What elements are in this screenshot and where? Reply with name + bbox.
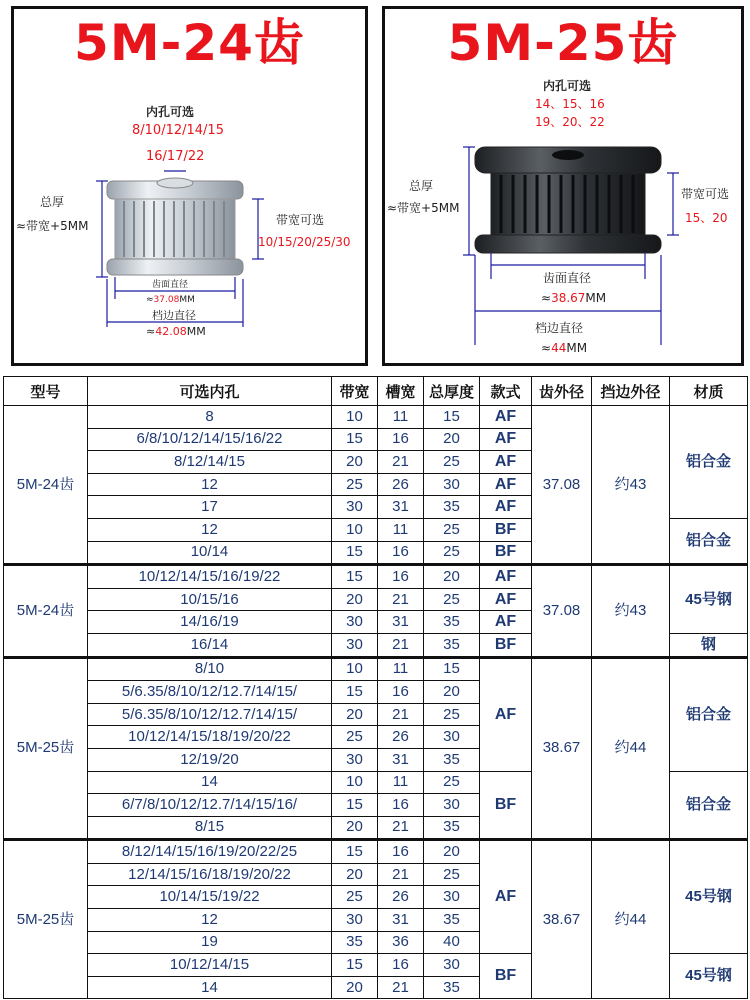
tooth-diameter-value: ≈38.67MM: [541, 291, 607, 305]
cell-bore: 16/14: [88, 633, 332, 657]
cell-total-thickness: 20: [424, 840, 480, 864]
tooth-diameter-value: ≈37.08MM: [146, 295, 195, 305]
cell-groove-width: 16: [378, 565, 424, 589]
cell-bore: 17: [88, 496, 332, 519]
header-style: 款式: [480, 377, 532, 406]
table-row: [4, 657, 748, 681]
cell-belt-width: 15: [332, 681, 378, 704]
cell-total-thickness: 35: [424, 496, 480, 519]
cell-bore: 19: [88, 931, 332, 954]
width-label: 带宽可选: [681, 187, 730, 201]
cell-belt-width: 15: [332, 428, 378, 451]
cell-total-thickness: 25: [424, 588, 480, 611]
cell-groove-width: 36: [378, 931, 424, 954]
cell-bore: 10/15/16: [88, 588, 332, 611]
cell-total-thickness: 35: [424, 976, 480, 999]
cell-total-thickness: 35: [424, 611, 480, 634]
cell-flange-od: 约44: [592, 840, 670, 999]
header-total-thickness: 总厚度: [424, 377, 480, 406]
cell-bore: 14: [88, 771, 332, 794]
cell-total-thickness: 25: [424, 541, 480, 565]
cell-groove-width: 21: [378, 703, 424, 726]
cell-total-thickness: 15: [424, 657, 480, 681]
cell-bore: 12/19/20: [88, 748, 332, 771]
cell-style: AF: [480, 840, 532, 954]
cell-style: AF: [480, 611, 532, 634]
cell-groove-width: 31: [378, 611, 424, 634]
cell-belt-width: 30: [332, 496, 378, 519]
cell-material: 铝合金: [670, 518, 748, 564]
cell-groove-width: 16: [378, 840, 424, 864]
cell-bore: 10/12/14/15: [88, 954, 332, 977]
bore-options-line2: 16/17/22: [146, 149, 205, 164]
cell-groove-width: 16: [378, 541, 424, 565]
cell-model: 5M-24齿: [4, 406, 88, 565]
cell-material: 钢: [670, 633, 748, 657]
cell-bore: 6/7/8/10/12/12.7/14/15/16/: [88, 794, 332, 817]
cell-bore: 12: [88, 518, 332, 541]
cell-belt-width: 10: [332, 657, 378, 681]
cell-total-thickness: 35: [424, 816, 480, 840]
cell-total-thickness: 25: [424, 451, 480, 474]
cell-groove-width: 16: [378, 794, 424, 817]
cell-total-thickness: 20: [424, 428, 480, 451]
cell-total-thickness: 20: [424, 681, 480, 704]
cell-belt-width: 30: [332, 909, 378, 932]
cell-bore: 8/10: [88, 657, 332, 681]
thickness-value: ≈带宽+5MM: [387, 201, 460, 215]
cell-groove-width: 21: [378, 863, 424, 886]
cell-belt-width: 10: [332, 771, 378, 794]
cell-belt-width: 20: [332, 863, 378, 886]
cell-total-thickness: 30: [424, 473, 480, 496]
panel-title: 5M-24齿: [74, 14, 305, 72]
cell-style: AF: [480, 496, 532, 519]
flange-diameter-label: 档边直径: [535, 321, 584, 335]
cell-groove-width: 16: [378, 954, 424, 977]
tooth-diameter-label: 齿面直径: [543, 271, 592, 285]
cell-belt-width: 20: [332, 588, 378, 611]
flange-diameter-value: ≈44MM: [541, 341, 588, 355]
panel-title: 5M-25齿: [447, 14, 679, 72]
cell-total-thickness: 35: [424, 748, 480, 771]
cell-style: BF: [480, 518, 532, 541]
width-options: 15、20: [685, 211, 728, 225]
cell-groove-width: 31: [378, 909, 424, 932]
width-label: 带宽可选: [276, 213, 325, 227]
flange-diameter-value: ≈42.08MM: [146, 325, 206, 338]
cell-belt-width: 30: [332, 748, 378, 771]
product-panel-5m24: [11, 6, 368, 366]
cell-groove-width: 26: [378, 473, 424, 496]
cell-total-thickness: 20: [424, 565, 480, 589]
cell-total-thickness: 35: [424, 633, 480, 657]
cell-total-thickness: 30: [424, 954, 480, 977]
cell-groove-width: 11: [378, 518, 424, 541]
cell-bore: 10/12/14/15/16/19/22: [88, 565, 332, 589]
cell-belt-width: 15: [332, 840, 378, 864]
cell-belt-width: 20: [332, 451, 378, 474]
cell-style: AF: [480, 473, 532, 496]
cell-groove-width: 21: [378, 816, 424, 840]
cell-total-thickness: 25: [424, 771, 480, 794]
cell-flange-od: 约44: [592, 657, 670, 840]
cell-belt-width: 10: [332, 518, 378, 541]
cell-belt-width: 20: [332, 976, 378, 999]
cell-total-thickness: 25: [424, 863, 480, 886]
cell-model: 5M-25齿: [4, 840, 88, 999]
cell-groove-width: 26: [378, 726, 424, 749]
cell-belt-width: 25: [332, 473, 378, 496]
table-row: [4, 406, 748, 429]
cell-tooth-od: 37.08: [532, 406, 592, 565]
bore-options-line2: 19、20、22: [535, 115, 605, 129]
product-panel-5m25: [382, 6, 744, 366]
cell-belt-width: 25: [332, 886, 378, 909]
cell-groove-width: 11: [378, 406, 424, 429]
cell-belt-width: 15: [332, 541, 378, 565]
cell-total-thickness: 25: [424, 703, 480, 726]
cell-bore: 12: [88, 473, 332, 496]
cell-style: AF: [480, 406, 532, 429]
cell-bore: 10/12/14/15/18/19/20/22: [88, 726, 332, 749]
header-groove-width: 槽宽: [378, 377, 424, 406]
spec-table: [3, 376, 748, 999]
cell-style: BF: [480, 633, 532, 657]
cell-flange-od: 约43: [592, 565, 670, 657]
cell-belt-width: 15: [332, 794, 378, 817]
cell-model: 5M-25齿: [4, 657, 88, 840]
cell-belt-width: 30: [332, 611, 378, 634]
cell-groove-width: 31: [378, 748, 424, 771]
flange-diameter-label: 档边直径: [152, 309, 196, 322]
cell-belt-width: 20: [332, 816, 378, 840]
header-belt-width: 带宽: [332, 377, 378, 406]
table-header-row: [4, 377, 748, 406]
cell-bore: 12/14/15/16/18/19/20/22: [88, 863, 332, 886]
cell-total-thickness: 15: [424, 406, 480, 429]
cell-bore: 14/16/19: [88, 611, 332, 634]
tooth-diameter-label: 齿面直径: [152, 280, 189, 290]
cell-material: 铝合金: [670, 771, 748, 840]
thickness-value: ≈带宽+5MM: [16, 219, 89, 233]
cell-groove-width: 21: [378, 588, 424, 611]
cell-bore: 8/12/14/15: [88, 451, 332, 474]
cell-bore: 6/8/10/12/14/15/16/22: [88, 428, 332, 451]
cell-groove-width: 11: [378, 657, 424, 681]
cell-total-thickness: 35: [424, 909, 480, 932]
cell-belt-width: 15: [332, 954, 378, 977]
table-row: [4, 840, 748, 864]
cell-bore: 5/6.35/8/10/12/12.7/14/15/: [88, 703, 332, 726]
bore-options-line1: 8/10/12/14/15: [132, 123, 224, 138]
cell-groove-width: 21: [378, 633, 424, 657]
cell-style: AF: [480, 657, 532, 771]
cell-bore: 8/15: [88, 816, 332, 840]
cell-tooth-od: 38.67: [532, 657, 592, 840]
cell-belt-width: 10: [332, 406, 378, 429]
thickness-label: 总厚: [409, 179, 434, 193]
cell-belt-width: 20: [332, 703, 378, 726]
cell-total-thickness: 25: [424, 518, 480, 541]
header-tooth-od: 齿外径: [532, 377, 592, 406]
bore-options-line1: 14、15、16: [535, 97, 605, 111]
cell-tooth-od: 38.67: [532, 840, 592, 999]
cell-model: 5M-24齿: [4, 565, 88, 657]
cell-bore: 5/6.35/8/10/12/12.7/14/15/: [88, 681, 332, 704]
cell-total-thickness: 30: [424, 726, 480, 749]
cell-groove-width: 26: [378, 886, 424, 909]
cell-style: BF: [480, 954, 532, 999]
cell-groove-width: 16: [378, 428, 424, 451]
cell-style: AF: [480, 588, 532, 611]
thickness-label: 总厚: [40, 195, 65, 209]
bore-label: 内孔可选: [543, 79, 592, 93]
cell-groove-width: 21: [378, 976, 424, 999]
cell-material: 45号钢: [670, 954, 748, 999]
cell-total-thickness: 30: [424, 886, 480, 909]
cell-groove-width: 31: [378, 496, 424, 519]
header-flange-od: 挡边外径: [592, 377, 670, 406]
cell-groove-width: 11: [378, 771, 424, 794]
cell-style: AF: [480, 428, 532, 451]
width-options: 10/15/20/25/30: [258, 235, 351, 249]
cell-style: BF: [480, 541, 532, 565]
cell-total-thickness: 40: [424, 931, 480, 954]
header-bore: 可选内孔: [88, 377, 332, 406]
cell-belt-width: 30: [332, 633, 378, 657]
cell-style: AF: [480, 451, 532, 474]
cell-material: 铝合金: [670, 406, 748, 519]
cell-bore: 14: [88, 976, 332, 999]
cell-material: 45号钢: [670, 840, 748, 954]
cell-belt-width: 15: [332, 565, 378, 589]
cell-style: BF: [480, 771, 532, 840]
header-model: 型号: [4, 377, 88, 406]
cell-material: 45号钢: [670, 565, 748, 634]
cell-material: 铝合金: [670, 657, 748, 771]
cell-tooth-od: 37.08: [532, 565, 592, 657]
cell-bore: 8: [88, 406, 332, 429]
bore-label: 内孔可选: [146, 105, 195, 119]
header-material: 材质: [670, 377, 748, 406]
cell-groove-width: 21: [378, 451, 424, 474]
cell-total-thickness: 30: [424, 794, 480, 817]
cell-belt-width: 35: [332, 931, 378, 954]
cell-bore: 8/12/14/15/16/19/20/22/25: [88, 840, 332, 864]
cell-bore: 10/14: [88, 541, 332, 565]
cell-bore: 12: [88, 909, 332, 932]
table-row: [4, 565, 748, 589]
cell-flange-od: 约43: [592, 406, 670, 565]
cell-style: AF: [480, 565, 532, 589]
cell-belt-width: 25: [332, 726, 378, 749]
cell-bore: 10/14/15/19/22: [88, 886, 332, 909]
cell-groove-width: 16: [378, 681, 424, 704]
